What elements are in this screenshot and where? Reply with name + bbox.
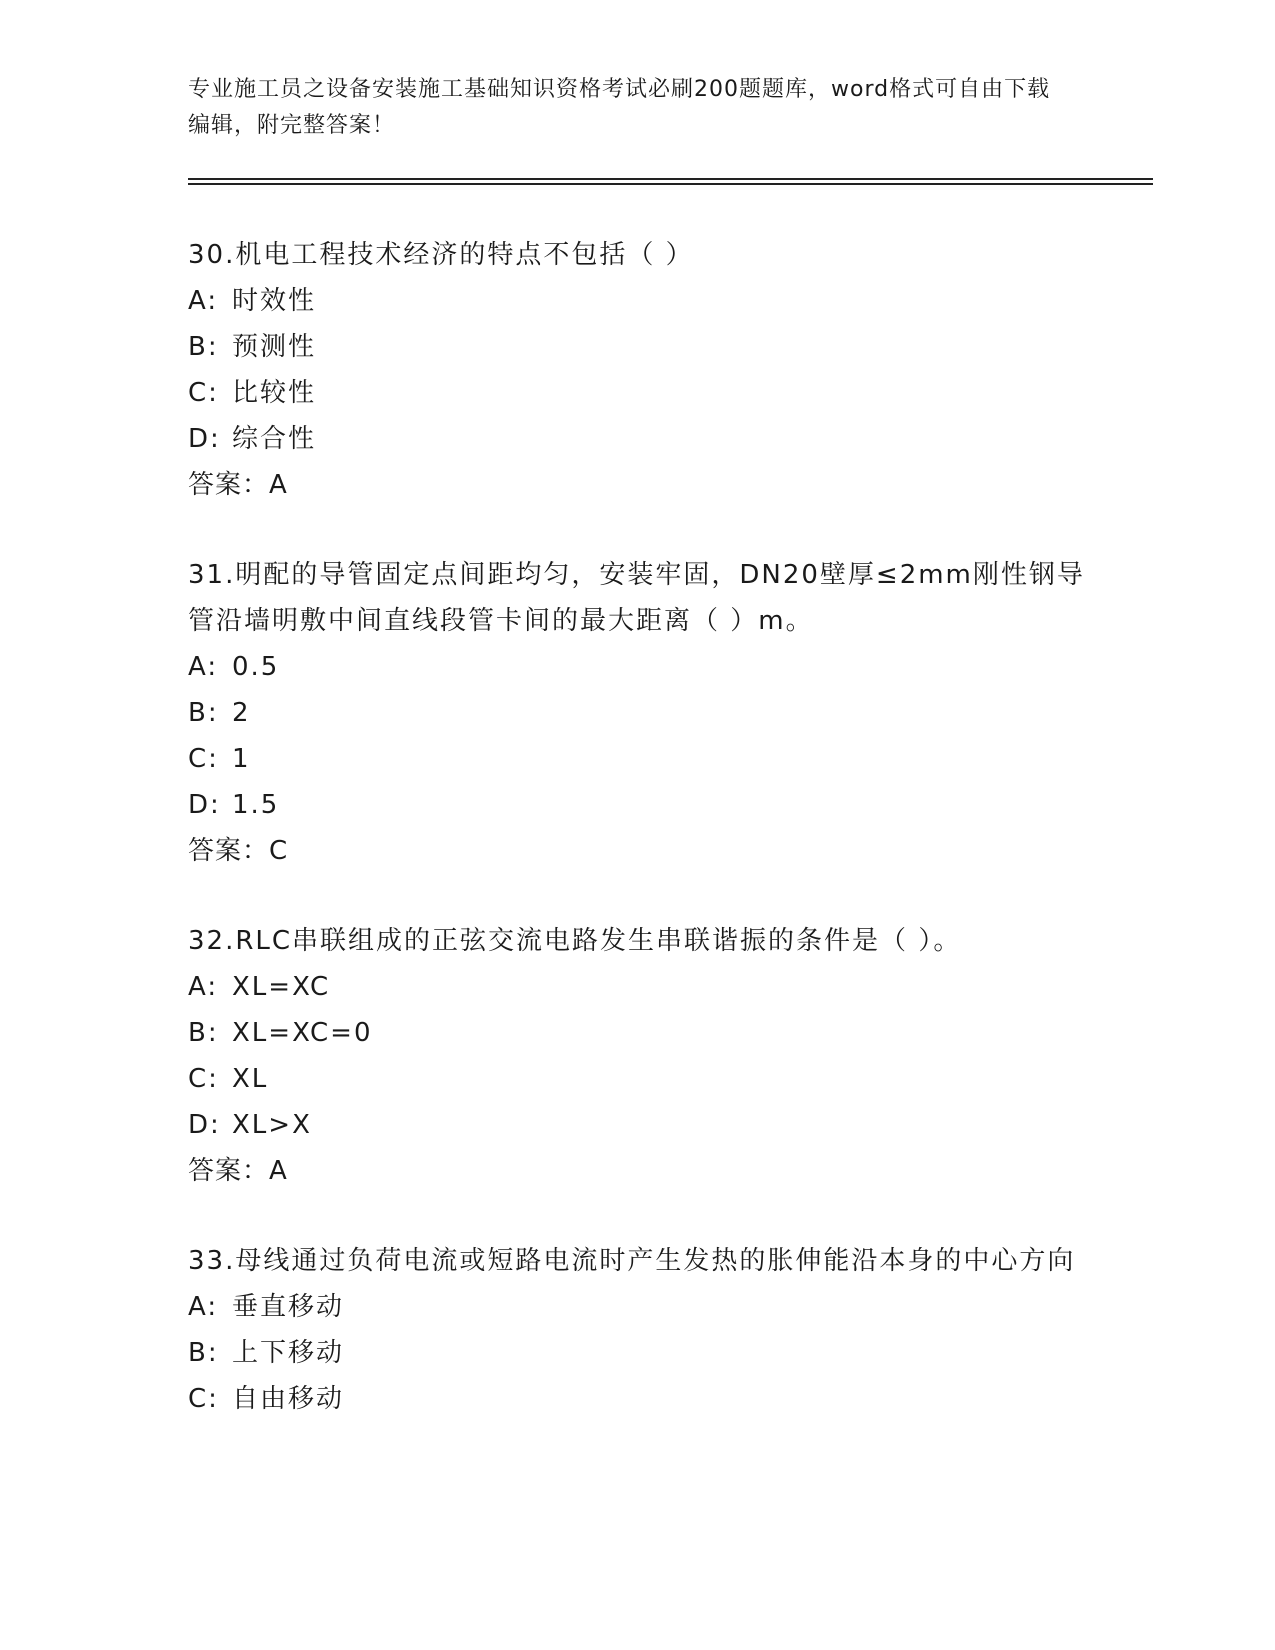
option-text: 上下移动 bbox=[232, 1338, 345, 1368]
answer-line: 答案：A bbox=[188, 1156, 288, 1186]
option-b bbox=[188, 1330, 1088, 1376]
option-c bbox=[188, 1056, 1088, 1102]
question-31 bbox=[188, 552, 1088, 874]
question-30 bbox=[188, 232, 1088, 508]
option-text: XL bbox=[232, 1064, 269, 1094]
option-a bbox=[188, 1284, 1088, 1330]
document-header: 专业施工员之设备安装施工基础知识资格考试必刷200题题库，word格式可自由下载编辑，附完整答案！ bbox=[188, 77, 1051, 138]
option-letter: C: bbox=[188, 744, 219, 774]
option-text: 垂直移动 bbox=[232, 1292, 345, 1322]
option-d bbox=[188, 416, 1088, 462]
header-divider-top bbox=[188, 178, 1153, 180]
option-text: XL=XC=0 bbox=[232, 1018, 373, 1048]
option-letter: C: bbox=[188, 378, 219, 408]
option-letter: B: bbox=[188, 1338, 219, 1368]
question-stem: 31.明配的导管固定点间距均匀，安装牢固，DN20壁厚≤2mm刚性钢导管沿墙明敷中间直线段管卡间的最大距离（ ）m。 bbox=[188, 560, 1085, 636]
option-letter: A: bbox=[188, 652, 219, 682]
answer-line: 答案：C bbox=[188, 836, 289, 866]
option-text: 比较性 bbox=[232, 378, 317, 408]
option-text: 1.5 bbox=[232, 790, 280, 820]
question-stem: 32.RLC串联组成的正弦交流电路发生串联谐振的条件是（ ）。 bbox=[188, 926, 962, 956]
option-letter: A: bbox=[188, 1292, 219, 1322]
option-letter: A: bbox=[188, 972, 219, 1002]
option-letter: A: bbox=[188, 286, 219, 316]
option-letter: D: bbox=[188, 424, 221, 454]
option-letter: C: bbox=[188, 1384, 219, 1414]
header-divider-bottom bbox=[188, 183, 1153, 185]
option-c bbox=[188, 736, 1088, 782]
option-letter: C: bbox=[188, 1064, 219, 1094]
option-b bbox=[188, 1010, 1088, 1056]
option-a bbox=[188, 644, 1088, 690]
option-b bbox=[188, 324, 1088, 370]
question-33 bbox=[188, 1238, 1088, 1422]
question-32 bbox=[188, 918, 1088, 1194]
option-c bbox=[188, 1376, 1088, 1422]
answer-line: 答案：A bbox=[188, 470, 288, 500]
option-text: 1 bbox=[232, 744, 251, 774]
option-d bbox=[188, 1102, 1088, 1148]
option-text: 综合性 bbox=[232, 424, 317, 454]
option-text: 预测性 bbox=[232, 332, 317, 362]
option-letter: B: bbox=[188, 332, 219, 362]
option-text: 0.5 bbox=[232, 652, 280, 682]
option-letter: B: bbox=[188, 698, 219, 728]
option-d bbox=[188, 782, 1088, 828]
option-b bbox=[188, 690, 1088, 736]
option-c bbox=[188, 370, 1088, 416]
question-stem: 30.机电工程技术经济的特点不包括（ ） bbox=[188, 240, 694, 270]
option-text: XL=XC bbox=[232, 972, 331, 1002]
option-text: XL>X bbox=[232, 1110, 312, 1140]
option-letter: D: bbox=[188, 1110, 221, 1140]
question-stem: 33.母线通过负荷电流或短路电流时产生发热的胀伸能沿本身的中心方向 bbox=[188, 1246, 1076, 1276]
option-letter: D: bbox=[188, 790, 221, 820]
option-letter: B: bbox=[188, 1018, 219, 1048]
option-text: 2 bbox=[232, 698, 251, 728]
option-text: 自由移动 bbox=[232, 1384, 345, 1414]
question-list bbox=[188, 232, 1088, 1466]
option-a bbox=[188, 964, 1088, 1010]
option-a bbox=[188, 278, 1088, 324]
option-text: 时效性 bbox=[232, 286, 317, 316]
